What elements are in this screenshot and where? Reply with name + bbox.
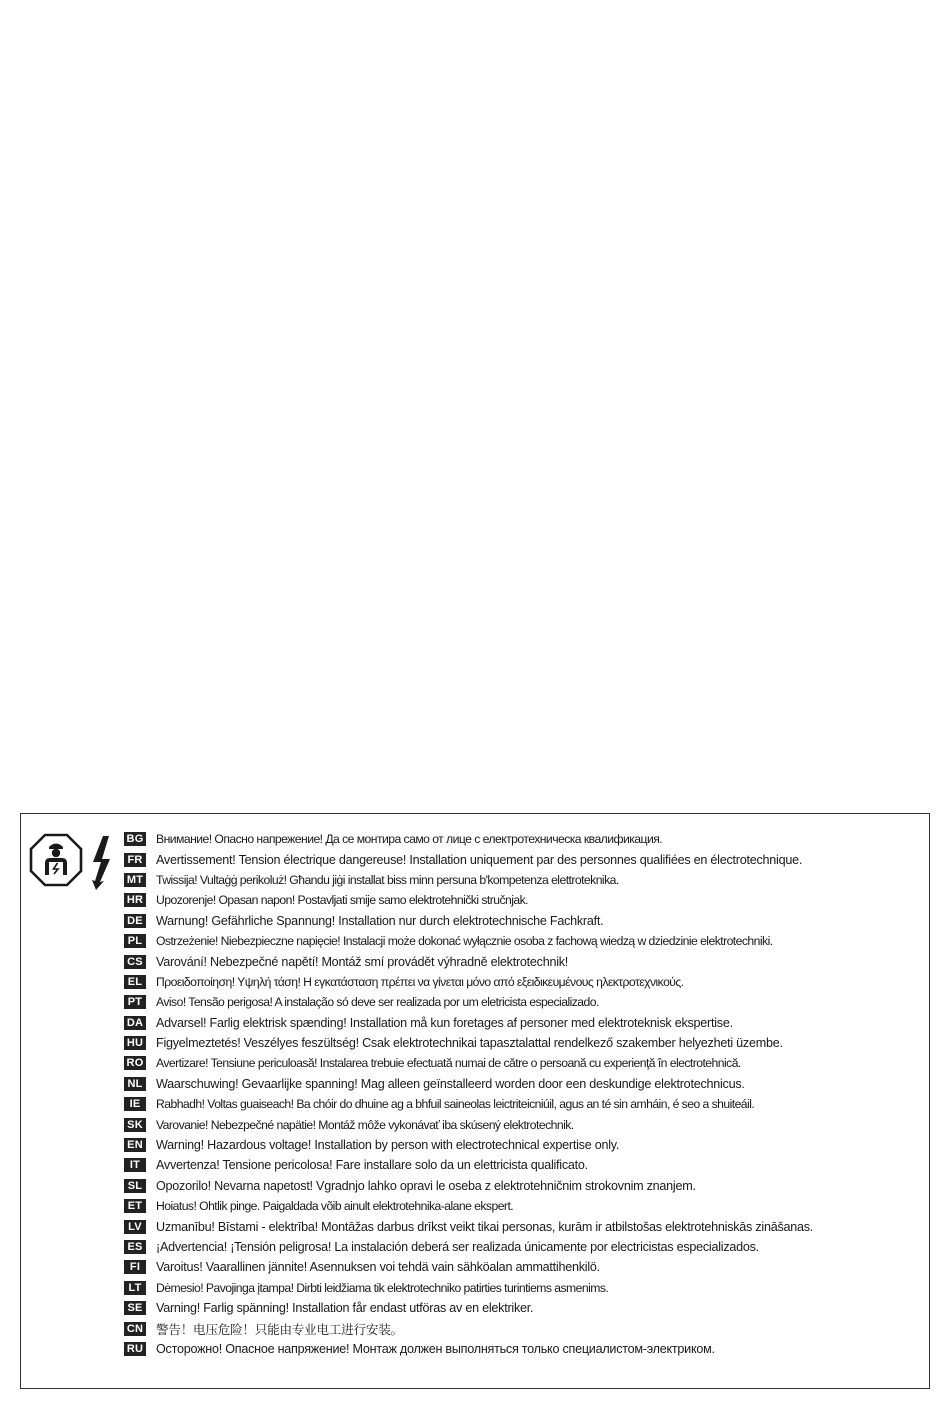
warning-row-de — [124, 911, 925, 931]
warning-row-el — [124, 972, 925, 992]
language-code-badge: ET — [124, 1199, 146, 1213]
warning-text: Varning! Farlig spänning! Installation får endast utföras av en elektriker. — [156, 1301, 534, 1316]
language-code-badge: PT — [124, 995, 146, 1009]
warning-text: Rabhadh! Voltas guaiseach! Ba chóir do dhuine ag a bhfuil saineolas leictriteicniúil, agus an té sin amháin, é seo a shuiteáil. — [156, 1097, 755, 1112]
language-code-badge: RU — [124, 1342, 146, 1356]
warning-text: Varovanie! Nebezpečné napätie! Montáž môže vykonávať iba skúsený elektrotechnik. — [156, 1117, 574, 1132]
warning-text: Warning! Hazardous voltage! Installation by person with electrotechnical expertise only. — [156, 1138, 620, 1153]
warning-text: Varování! Nebezpečné napětí! Montáž smí provádět výhradně elektrotechnik! — [156, 954, 569, 969]
language-code-badge: SE — [124, 1301, 146, 1315]
warning-text: Warnung! Gefährliche Spannung! Installation nur durch elektrotechnische Fachkraft. — [156, 913, 604, 928]
language-code-badge: EL — [124, 975, 146, 989]
warning-row-se — [124, 1298, 925, 1318]
warning-text: Upozorenje! Opasan napon! Postavljati smije samo elektrotehnički stručnjak. — [156, 893, 528, 908]
warning-row-fr — [124, 849, 925, 869]
warning-row-ro — [124, 1053, 925, 1073]
language-code-badge: LV — [124, 1220, 146, 1234]
warning-row-et — [124, 1196, 925, 1216]
language-code-badge: EN — [124, 1138, 146, 1152]
language-code-badge: CS — [124, 955, 146, 969]
warning-text: Opozorilo! Nevarna napetost! Vgradnjo lahko opravi le oseba z elektrotehničnim strokovnim znanjem. — [156, 1178, 696, 1193]
electrician-expert-icon — [29, 833, 83, 887]
warning-row-sk — [124, 1114, 925, 1134]
warning-row-it — [124, 1155, 925, 1175]
warning-text: Figyelmeztetés! Veszélyes feszültség! Csak elektrotechnikai tapasztalattal rendelkező szakember helyezheti üzembe. — [156, 1036, 783, 1051]
warning-row-es — [124, 1237, 925, 1257]
language-code-badge: RO — [124, 1056, 146, 1070]
language-code-badge: MT — [124, 873, 146, 887]
warning-text: Avertissement! Tension électrique dangereuse! Installation uniquement par des personnes qualifiées en électrotechnique. — [156, 852, 803, 867]
language-code-badge: SK — [124, 1118, 146, 1132]
warning-text: 警告！电压危险！只能由专业电工进行安装。 — [156, 1323, 403, 1338]
language-code-badge: IE — [124, 1097, 146, 1111]
warning-text: Aviso! Tensão perigosa! A instalação só deve ser realizada por um eletricista especializado. — [156, 995, 599, 1010]
warning-text: Avertizare! Tensiune periculoasă! Instalarea trebuie efectuată numai de către o persoană cu experienţă în electrotehnică. — [156, 1056, 741, 1071]
warning-text: Twissija! Vultaġġ perikoluż! Għandu jiġi installat biss minn persuna b'kompetenza elettroteknika. — [156, 872, 619, 887]
warning-text: Hoiatus! Ohtlik pinge. Paigaldada võib ainult elektrotehnika-alane ekspert. — [156, 1199, 514, 1214]
warning-row-hu — [124, 1033, 925, 1053]
warning-text: Uzmanību! Bīstami - elektrība! Montāžas darbus drīkst veikt tikai personas, kurām ir atbilstošas elektrotehniskās zināšanas. — [156, 1219, 814, 1234]
warning-text: Ostrzeżenie! Niebezpieczne napięcie! Instalacji może dokonać wyłącznie osoba z fachową wiedzą w dziedzinie elektrotechniki. — [156, 934, 773, 949]
language-code-badge: DA — [124, 1016, 146, 1030]
warning-row-cn — [124, 1318, 925, 1338]
warning-text: Внимание! Опасно напрежение! Да се монтира само от лице с електротехническа квалификация. — [156, 832, 663, 847]
language-code-badge: CN — [124, 1322, 146, 1336]
warning-text: Dėmesio! Pavojinga įtampa! Dirbti leidžiama tik elektrotechniko patirties turintiems asmenims. — [156, 1280, 609, 1295]
warning-text: Varoitus! Vaarallinen jännite! Asennuksen voi tehdä vain sähköalan ammattihenkilö. — [156, 1260, 600, 1275]
warning-text: Avvertenza! Tensione pericolosa! Fare installare solo da un elettricista qualificato. — [156, 1158, 588, 1173]
warning-text: Waarschuwing! Gevaarlijke spanning! Mag alleen geïnstalleerd worden door een deskundige elektrotechnicus. — [156, 1076, 745, 1091]
warning-row-mt — [124, 870, 925, 890]
warning-row-da — [124, 1013, 925, 1033]
warning-text: Осторожно! Опасное напряжение! Монтаж должен выполняться только специалистом-электриком. — [156, 1341, 715, 1356]
warning-text: Advarsel! Farlig elektrisk spænding! Installation må kun foretages af personer med elektroteknisk ekspertise. — [156, 1015, 733, 1030]
warning-row-hr — [124, 890, 925, 910]
language-code-badge: PL — [124, 934, 146, 948]
warning-row-ru — [124, 1339, 925, 1359]
lightning-bolt-icon — [89, 835, 115, 891]
warning-row-nl — [124, 1074, 925, 1094]
warning-row-cs — [124, 951, 925, 971]
warning-row-ie — [124, 1094, 925, 1114]
warning-row-sl — [124, 1176, 925, 1196]
warning-row-bg — [124, 829, 925, 849]
language-code-badge: FI — [124, 1260, 146, 1274]
warning-text: ¡Advertencia! ¡Tensión peligrosa! La instalación deberá ser realizada únicamente por electricistas especializados. — [156, 1240, 759, 1254]
warning-row-pt — [124, 992, 925, 1012]
warning-row-fi — [124, 1257, 925, 1277]
language-code-badge: BG — [124, 832, 146, 846]
language-code-badge: SL — [124, 1179, 146, 1193]
warning-language-list — [124, 829, 925, 1359]
warning-row-lt — [124, 1278, 925, 1298]
language-code-badge: DE — [124, 914, 146, 928]
language-code-badge: FR — [124, 853, 146, 867]
language-code-badge: HR — [124, 893, 146, 907]
language-code-badge: IT — [124, 1158, 146, 1172]
warning-row-lv — [124, 1216, 925, 1236]
language-code-badge: HU — [124, 1036, 146, 1050]
language-code-badge: LT — [124, 1281, 146, 1295]
language-code-badge: ES — [124, 1240, 146, 1254]
warning-icons — [29, 831, 129, 911]
language-code-badge: NL — [124, 1077, 146, 1091]
safety-warning-box — [20, 813, 930, 1389]
warning-row-en — [124, 1135, 925, 1155]
warning-text: Προειδοποίηση! Υψηλή τάση! Η εγκατάσταση πρέπει να γίνεται μόνο από εξειδικευμένους ηλεκτροτεχνικούς. — [156, 974, 684, 989]
warning-row-pl — [124, 931, 925, 951]
